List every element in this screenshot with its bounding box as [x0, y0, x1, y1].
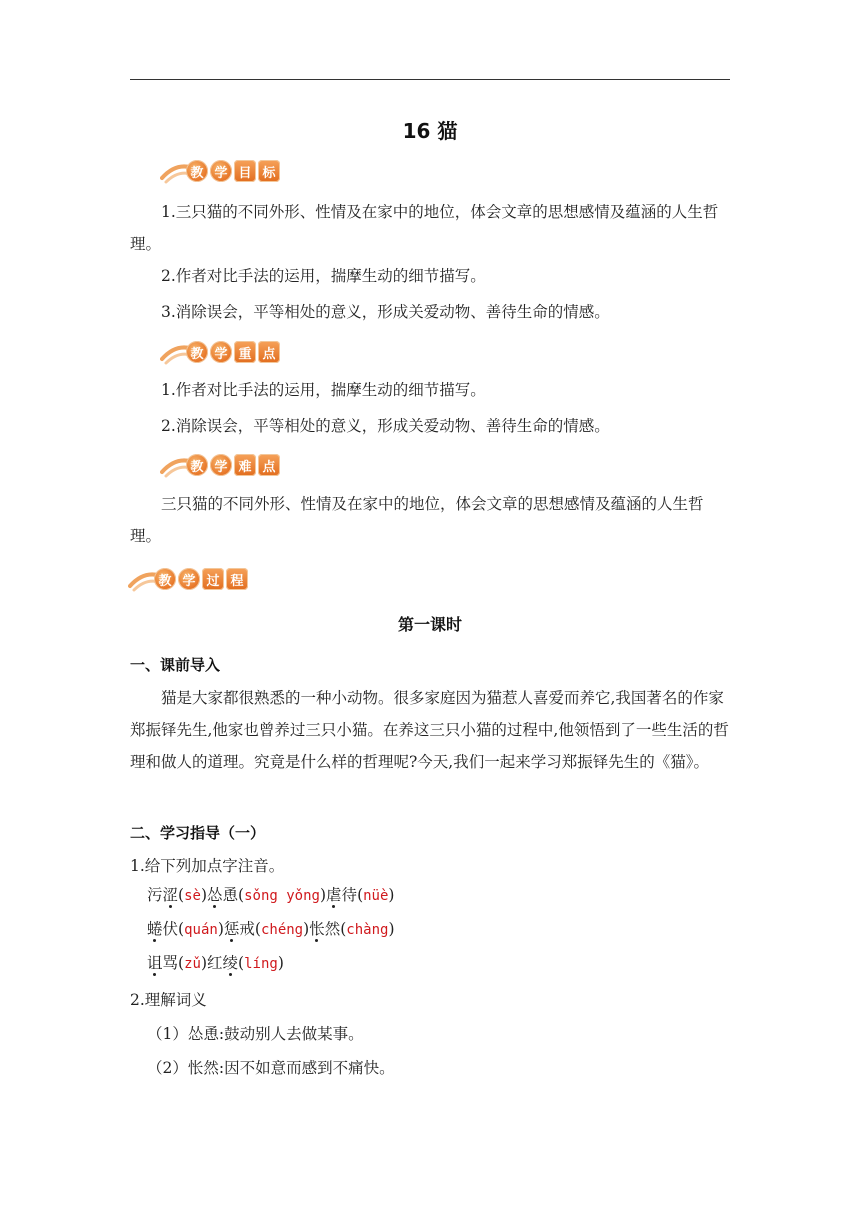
vocab-term: 惩戒(chéng) — [223, 920, 310, 938]
definition-item: （1）怂恿:鼓动别人去做某事。 — [147, 1025, 364, 1043]
pinyin: chéng — [260, 922, 304, 938]
header-rule — [130, 79, 730, 80]
vocab-term: 污涩(sè) — [147, 886, 208, 904]
goal-item: 3.消除误会，平等相处的意义，形成关爱动物、善待生命的情感。 — [161, 303, 610, 321]
vocab-term: 红绫(líng) — [207, 954, 284, 972]
vocab-term: 诅骂(zǔ) — [147, 954, 208, 972]
intro-paragraph: 猫是大家都很熟悉的一种小动物。很多家庭因为猫惹人喜爱而养它,我国著名的作家郑振铎先生,他家也曾养过三只小猫。在养这三只小猫的过程中,他领悟到了一些生活的哲理和做人的道理。究竟是什么样的哲理呢?今天,我们一起来学习郑振铎先生的《猫》。 — [130, 689, 729, 771]
pinyin: nüè — [363, 888, 389, 904]
badge-char: 点 — [258, 341, 280, 363]
badge-key-points — [160, 337, 290, 367]
key-point-item: 1.作者对比手法的运用，揣摩生动的细节描写。 — [161, 381, 486, 399]
badge-char: 教 — [186, 454, 208, 476]
badge-char: 标 — [258, 160, 280, 182]
badge-char: 教 — [186, 160, 208, 182]
question-2: 2.理解词义 — [130, 991, 207, 1009]
vocab-term: 怅然(chàng) — [309, 920, 395, 938]
definition-item: （2）怅然:因不如意而感到不痛快。 — [147, 1059, 395, 1077]
pinyin: líng — [244, 956, 278, 972]
pinyin: quán — [184, 922, 218, 938]
badge-char: 目 — [234, 160, 256, 182]
badge-char: 学 — [210, 160, 232, 182]
page-title: 16 猫 — [402, 119, 458, 143]
goal-item: 2.作者对比手法的运用，揣摩生动的细节描写。 — [161, 267, 486, 285]
badge-teaching-goals — [160, 156, 290, 186]
vocab-term: 怂恿(sǒng yǒng) — [207, 886, 327, 904]
vocab-term: 虐待(nüè) — [326, 886, 395, 904]
badge-char: 程 — [226, 568, 248, 590]
section-heading: 二、学习指导（一） — [130, 824, 266, 842]
badge-char: 学 — [210, 454, 232, 476]
difficult-point-text: 三只猫的不同外形、性情及在家中的地位，体会文章的思想感情及蕴涵的人生哲理。 — [130, 495, 704, 545]
badge-difficult-points — [160, 450, 290, 480]
badge-char: 学 — [178, 568, 200, 590]
section-heading: 一、课前导入 — [130, 656, 221, 674]
pinyin: chàng — [346, 922, 389, 938]
badge-char: 点 — [258, 454, 280, 476]
vocab-line-3 — [147, 946, 284, 981]
vocab-term: 蜷伏(quán) — [147, 920, 224, 938]
badge-char: 过 — [202, 568, 224, 590]
badge-char: 学 — [210, 341, 232, 363]
pinyin: sǒng yǒng — [244, 888, 320, 904]
badge-char: 教 — [154, 568, 176, 590]
badge-teaching-process — [128, 564, 258, 594]
badge-char: 教 — [186, 341, 208, 363]
badge-char: 难 — [234, 454, 256, 476]
badge-char: 重 — [234, 341, 256, 363]
pinyin: sè — [184, 888, 201, 904]
lesson-title: 第一课时 — [397, 615, 462, 634]
key-point-item: 2.消除误会，平等相处的意义，形成关爱动物、善待生命的情感。 — [161, 417, 610, 435]
vocab-line-1 — [147, 878, 394, 913]
pinyin: zǔ — [184, 956, 201, 972]
vocab-line-2 — [147, 912, 395, 947]
question-1: 1.给下列加点字注音。 — [130, 857, 285, 875]
goal-item: 1.三只猫的不同外形、性情及在家中的地位，体会文章的思想感情及蕴涵的人生哲理。 — [130, 203, 719, 253]
